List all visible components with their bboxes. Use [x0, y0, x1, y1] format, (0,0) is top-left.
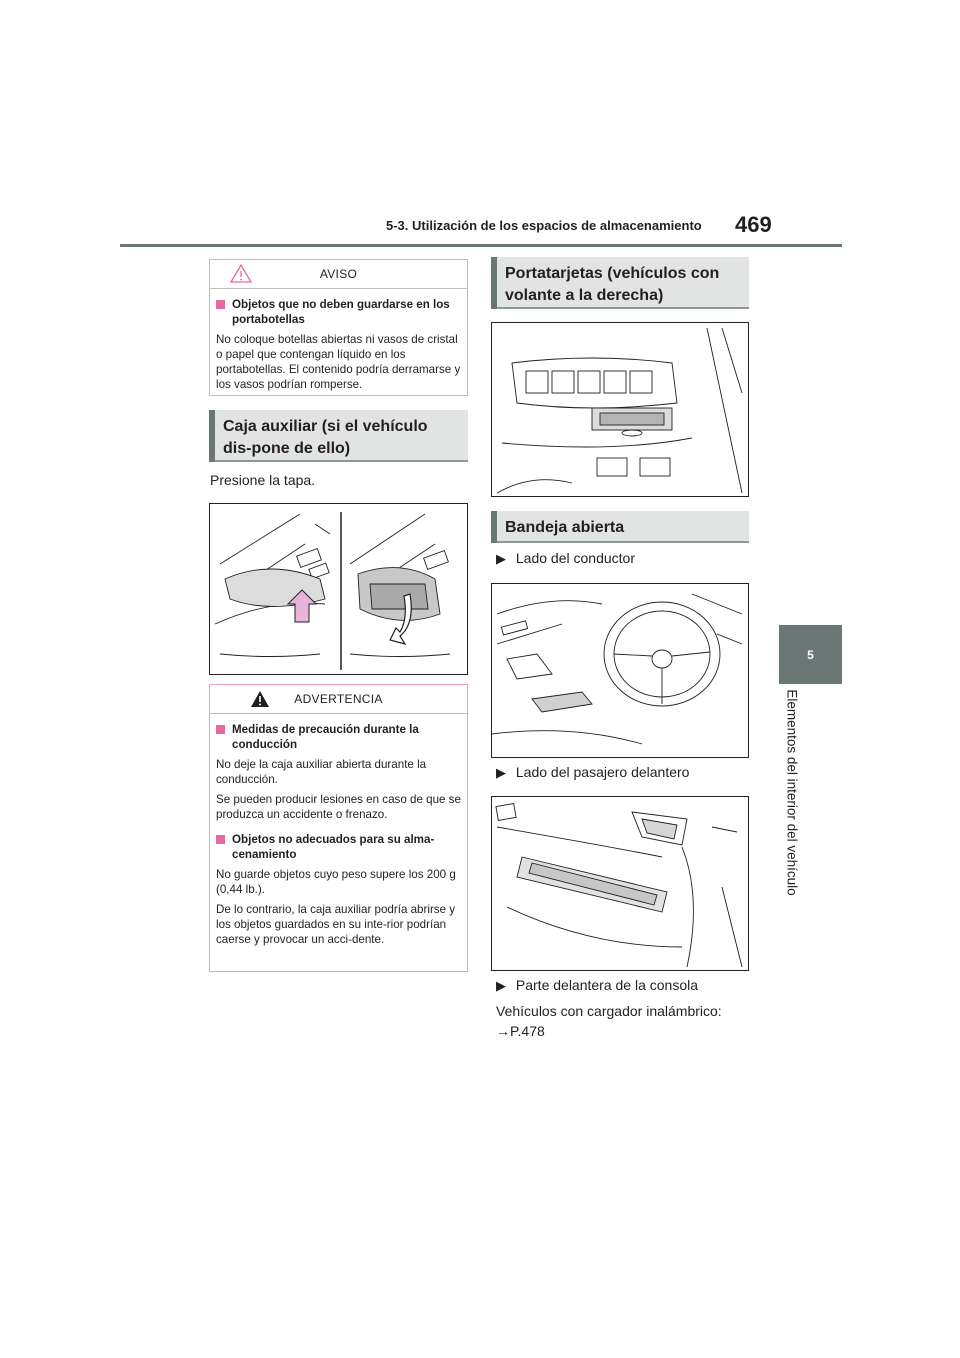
tray-item-console: ▶ Parte delantera de la consola — [496, 977, 699, 993]
aviso-text: No coloque botellas abiertas ni vasos de cristal o papel que contengan líquido en los portabotellas. El contenido podría derramarse y los vasos podrían romperse. — [216, 333, 461, 391]
section-title: 5-3. Utilización de los espacios de almacenamiento — [386, 218, 702, 233]
card-holder-heading: Portatarjetas (vehículos con volante a la derecha) — [491, 257, 749, 309]
passenger-tray-drawing — [492, 797, 748, 970]
advertencia-title: ADVERTENCIA — [294, 692, 383, 706]
open-tray-heading: Bandeja abierta — [491, 511, 749, 543]
aviso-title: AVISO — [319, 267, 358, 281]
passenger-tray-illustration — [491, 796, 749, 971]
advertencia-text: No deje la caja auxiliar abierta durante la conducción. — [216, 758, 427, 786]
wireless-charger-note: Vehículos con cargador inalámbrico: — [496, 1003, 722, 1019]
triangle-bullet-icon: ▶ — [496, 765, 506, 780]
chapter-title-vertical — [777, 690, 807, 910]
header-rule — [120, 244, 842, 247]
aux-box-illustration — [209, 503, 468, 675]
tray-item-driver: ▶ Lado del conductor — [496, 550, 635, 566]
card-holder-illustration — [491, 322, 749, 497]
tray-item-passenger: ▶ Lado del pasajero delantero — [496, 764, 690, 780]
bullet-square-icon — [216, 725, 225, 734]
advertencia-text: No guarde objetos cuyo peso supere los 200 g (0,44 lb.). — [216, 868, 456, 896]
aux-box-drawing — [210, 504, 467, 674]
advertencia-heading-1: Medidas de precaución durante la conducción — [216, 722, 461, 752]
aux-instruction: Presione la tapa. — [210, 472, 316, 488]
caution-icon — [230, 264, 252, 283]
advertencia-box — [209, 684, 468, 972]
aviso-heading: Objetos que no deben guardarse en los portabotellas — [216, 297, 461, 327]
warning-icon — [250, 690, 270, 708]
driver-tray-drawing — [492, 584, 748, 757]
triangle-bullet-icon: ▶ — [496, 978, 506, 993]
aviso-header — [210, 260, 467, 289]
chapter-title: Elementos del interior del vehículo — [784, 689, 800, 896]
driver-tray-illustration — [491, 583, 749, 758]
advertencia-text: Se pueden producir lesiones en caso de que se produzca un accidente o frenazo. — [216, 793, 461, 821]
bullet-square-icon — [216, 835, 225, 844]
triangle-bullet-icon: ▶ — [496, 551, 506, 566]
chapter-tab[interactable]: 5 — [779, 625, 842, 684]
page-reference-link[interactable]: →P.478 — [496, 1023, 545, 1039]
aviso-box — [209, 259, 468, 396]
advertencia-text: De lo contrario, la caja auxiliar podría abrirse y los objetos guardados en su inte-rior podrían caerse y provocar un acci-dente. — [216, 903, 456, 946]
bullet-square-icon — [216, 300, 225, 309]
card-holder-drawing — [492, 323, 748, 496]
advertencia-heading-2: Objetos no adecuados para su alma-cenamiento — [216, 832, 461, 862]
aux-box-heading: Caja auxiliar (si el vehículo dis-pone de ello) — [209, 410, 468, 462]
page-number: 469 — [735, 212, 772, 237]
arrow-icon: → — [496, 1023, 510, 1039]
advertencia-header — [210, 685, 467, 714]
